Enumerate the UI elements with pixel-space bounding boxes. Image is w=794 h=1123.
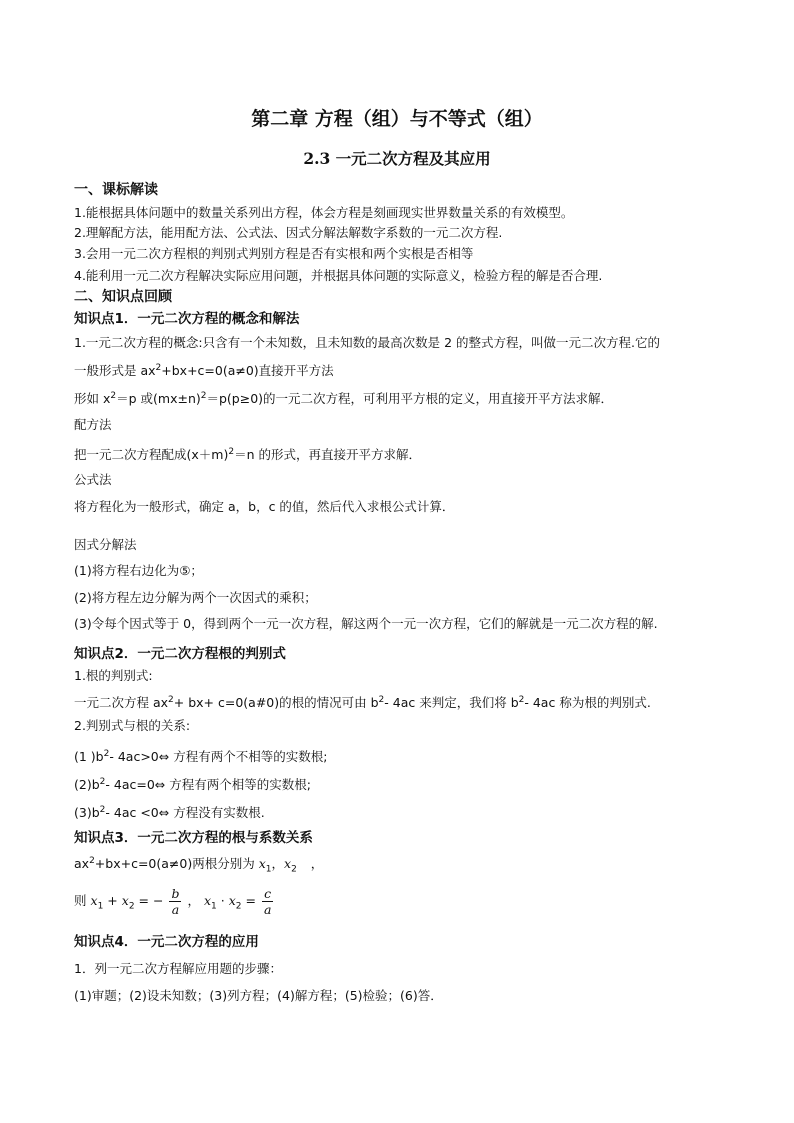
kp2-rel3: $(3)b^2-$ 4ac <0⇔ 方程没有实数根. [74, 805, 265, 821]
peifang-desc: 把一元二次方程配成$(x+m)^2=n$ 的形式，再直接开平方求解． [74, 447, 421, 463]
yinshi-step-3: (3)令每个因式等于 0，得到两个一元一次方程，解这两个一元一次方程，它们的解就是一元二次方程的解. [74, 616, 658, 631]
kp2-sub2: 2.判别式与根的关系: [74, 718, 191, 733]
part1-item-4: 4.能利用一元二次方程解决实际应用问题，并根据具体问题的实际意义，检验方程的解是否合理. [74, 268, 603, 283]
kp2-rel2: $(2)b^2-$ 4ac=0⇔ 方程有两个相等的实数根; [74, 777, 311, 793]
gongshi-desc: 将方程化为一般形式，确定 a，b，c 的值，然后代入求根公式计算． [74, 499, 455, 514]
kp3-heading: 知识点3．一元二次方程的根与系数关系 [74, 830, 313, 846]
fraction-b-over-a: $\frac{b}{a}$ [171, 886, 180, 917]
fraction-c-over-a: $\frac{c}{a}$ [263, 886, 272, 917]
part1-heading: 一、课标解读 [74, 182, 158, 198]
gongshi-label: 公式法 [74, 472, 112, 487]
kp4-heading: 知识点4．一元二次方程的应用 [74, 934, 259, 950]
kp2-desc: 一元二次方程 $ax^2+ bx+$ c=0(a#0)的根的情况可由 $b^2-$ 4ac 来判定，我们将 $b^2-$ 4ac 称为根的判别式. [74, 695, 651, 711]
kp3-line1: $ax^2+bx+c=0(a\ne 0)$两根分别为 $x_1$，$x_2$ ， [74, 856, 324, 875]
part2-heading: 二、知识点回顾 [74, 289, 172, 305]
part1-item-3: 3.会用一元二次方程根的判别式判别方程是否有实根和两个实根是否相等 [74, 246, 474, 261]
kp2-sub1: 1.根的判别式: [74, 668, 153, 683]
kp1-line2: 一般形式是 $ax^2+bx+c=0(a\ne 0)$直接开平方法 [74, 363, 334, 379]
part1-item-2: 2.理解配方法，能用配方法、公式法、因式分解法解数字系数的一元二次方程. [74, 225, 503, 240]
section-title: 2.3 一元二次方程及其应用 [303, 149, 491, 168]
kp1-line3: 形如 $x^2=p$ 或$(mx\pm n)^2=p(p\ge 0)$的一元二次方程，可利用平方根的定义，用直接开平方法求解． [74, 391, 614, 407]
chapter-title: 第二章 方程（组）与不等式（组） [251, 108, 543, 130]
kp4-steps: (1)审题；(2)设未知数；(3)列方程；(4)解方程；(5)检验；(6)答． [74, 988, 443, 1003]
kp2-rel1: (1 )$b^2-$ 4ac>0⇔ 方程有两个不相等的实数根; [74, 749, 328, 765]
kp3-formula: 则 $x_1 + x_2$ = − $\frac{b}{a}$ ， $x_1 \cdot x_2$ = $\frac{c}{a}$ [74, 886, 272, 917]
peifang-label: 配方法 [74, 417, 112, 432]
kp2-heading: 知识点2．一元二次方程根的判别式 [74, 646, 286, 662]
part1-item-1: 1.能根据具体问题中的数量关系列出方程，体会方程是刻画现实世界数量关系的有效模型。 [74, 205, 574, 220]
yinshi-step-2: (2)将方程左边分解为两个一次因式的乘积； [74, 590, 317, 605]
kp4-sub1: 1．列一元二次方程解应用题的步骤： [74, 961, 282, 976]
yinshi-step-1: (1)将方程右边化为⑤； [74, 563, 203, 578]
kp1-heading: 知识点1．一元二次方程的概念和解法 [74, 311, 300, 327]
kp1-line1: 1.一元二次方程的概念:只含有一个未知数，且未知数的最高次数是 2 的整式方程，叫做一元二次方程.它的 [74, 335, 661, 350]
yinshi-label: 因式分解法 [74, 537, 137, 552]
